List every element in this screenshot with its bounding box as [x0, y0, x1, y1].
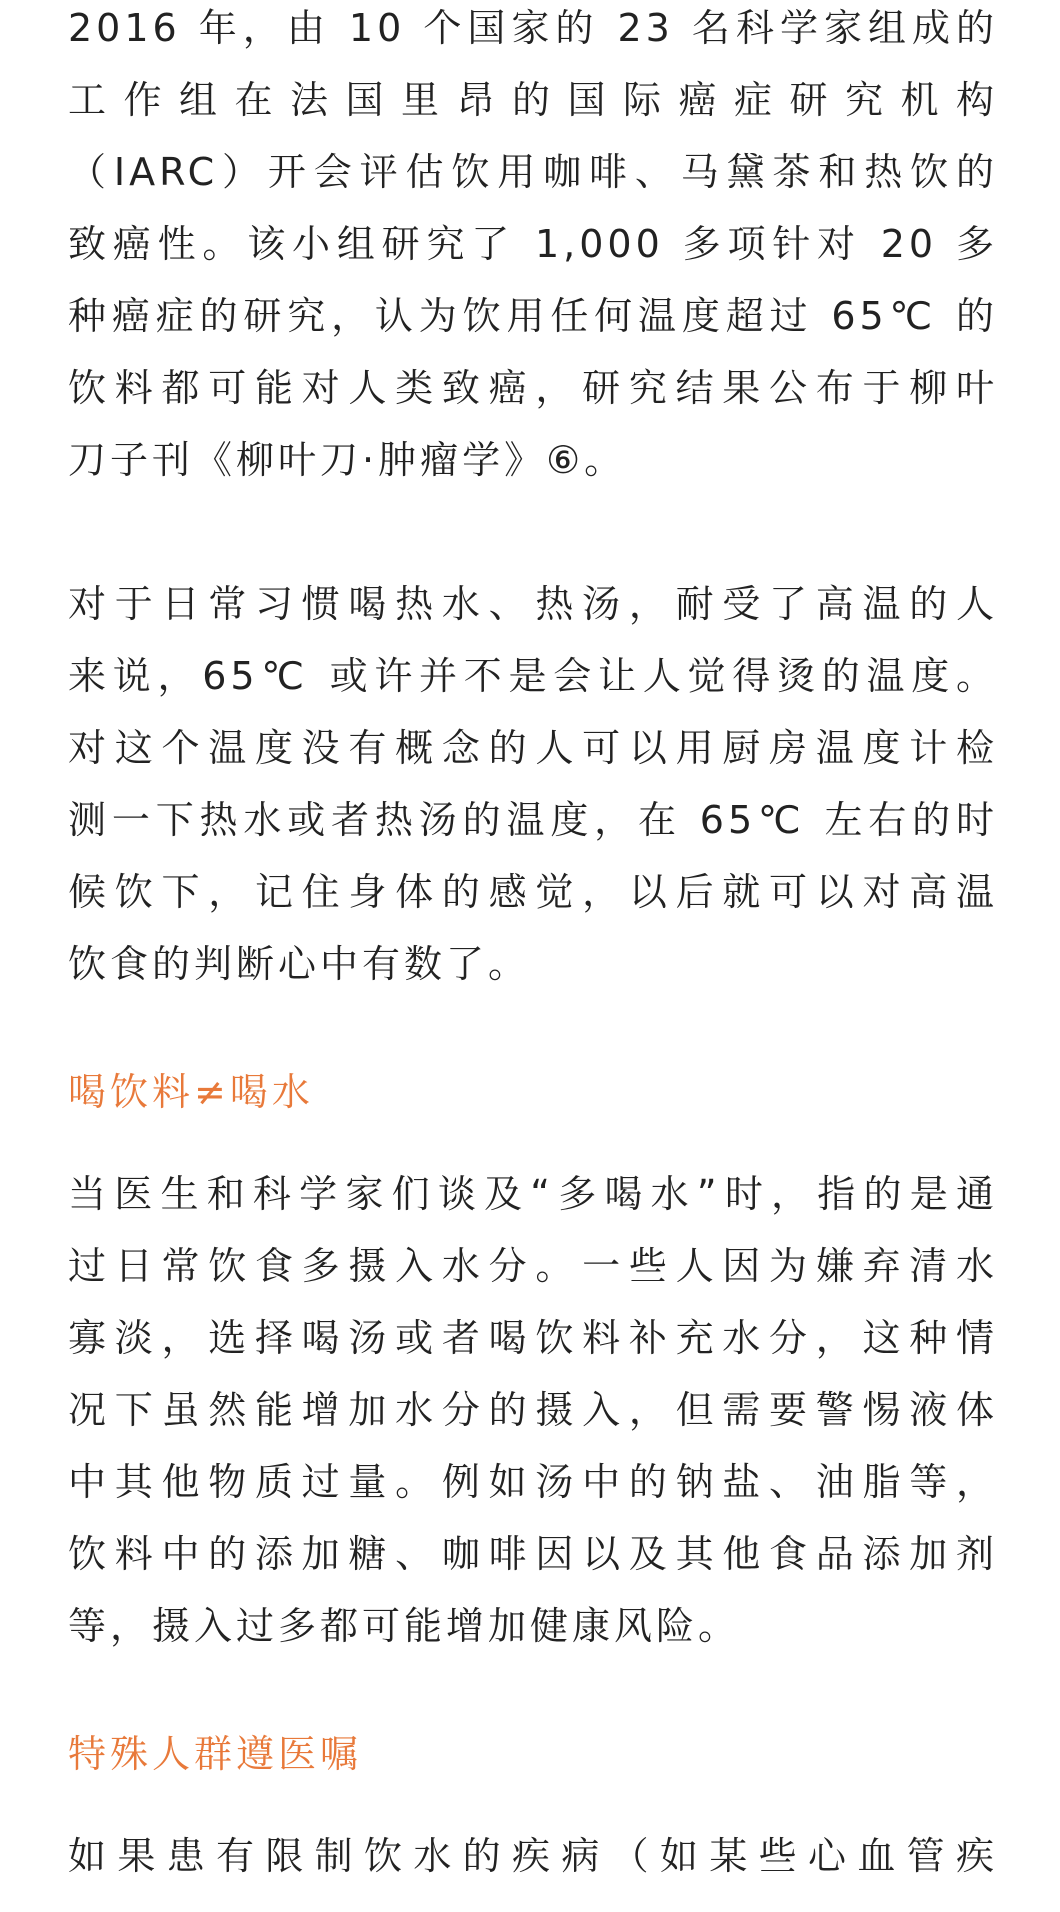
text-line: 来说，65℃ 或许并不是会让人觉得烫的温度。 — [68, 654, 998, 698]
text-line: 饮食的判断心中有数了。 — [68, 942, 531, 986]
text-line: 致癌性。该小组研究了 1,000 多项针对 20 多 — [68, 222, 998, 266]
article-body — [68, 0, 998, 1892]
paragraph-special-groups — [68, 1820, 998, 1892]
paragraph-spacer — [68, 496, 998, 568]
paragraph-drinks-vs-water — [68, 1158, 998, 1662]
text-line: 当医生和科学家们谈及“多喝水”时，指的是通 — [68, 1172, 998, 1216]
text-line: 等，摄入过多都可能增加健康风险。 — [68, 1604, 741, 1648]
text-line: 过日常饮食多摄入水分。一些人因为嫌弃清水 — [68, 1244, 998, 1288]
section-spacer — [68, 1000, 998, 1056]
text-line: 况下虽然能增加水分的摄入，但需要警惕液体 — [68, 1388, 998, 1432]
text-line: 寡淡，选择喝汤或者喝饮料补充水分，这种情 — [68, 1316, 998, 1360]
heading-spacer — [68, 1128, 998, 1158]
text-line: 工作组在法国里昂的国际癌症研究机构 — [68, 78, 998, 122]
text-line: 对这个温度没有概念的人可以用厨房温度计检 — [68, 726, 998, 770]
text-line: 2016 年，由 10 个国家的 23 名科学家组成的 — [68, 6, 998, 50]
text-line: 刀子刊《柳叶刀·肿瘤学》⑥。 — [68, 438, 627, 482]
text-line: 种癌症的研究，认为饮用任何温度超过 65℃ 的 — [68, 294, 998, 338]
text-line: 饮料都可能对人类致癌，研究结果公布于柳叶 — [68, 366, 998, 410]
section-heading-drinks-vs-water: 喝饮料≠喝水 — [68, 1070, 314, 1114]
section-spacer — [68, 1662, 998, 1718]
text-line: （IARC）开会评估饮用咖啡、马黛茶和热饮的 — [68, 150, 998, 194]
paragraph-temperature-advice — [68, 568, 998, 1000]
section-heading-special-groups: 特殊人群遵医嘱 — [68, 1732, 363, 1776]
text-line: 饮料中的添加糖、咖啡因以及其他食品添加剂 — [68, 1532, 998, 1576]
text-line: 如果患有限制饮水的疾病（如某些心血管疾 — [68, 1834, 998, 1878]
text-line: 候饮下，记住身体的感觉，以后就可以对高温 — [68, 870, 998, 914]
heading-spacer — [68, 1790, 998, 1820]
text-line: 对于日常习惯喝热水、热汤，耐受了高温的人 — [68, 582, 998, 626]
paragraph-iarc-study — [68, 0, 998, 496]
text-line: 中其他物质过量。例如汤中的钠盐、油脂等， — [68, 1460, 998, 1504]
text-line: 测一下热水或者热汤的温度，在 65℃ 左右的时 — [68, 798, 998, 842]
